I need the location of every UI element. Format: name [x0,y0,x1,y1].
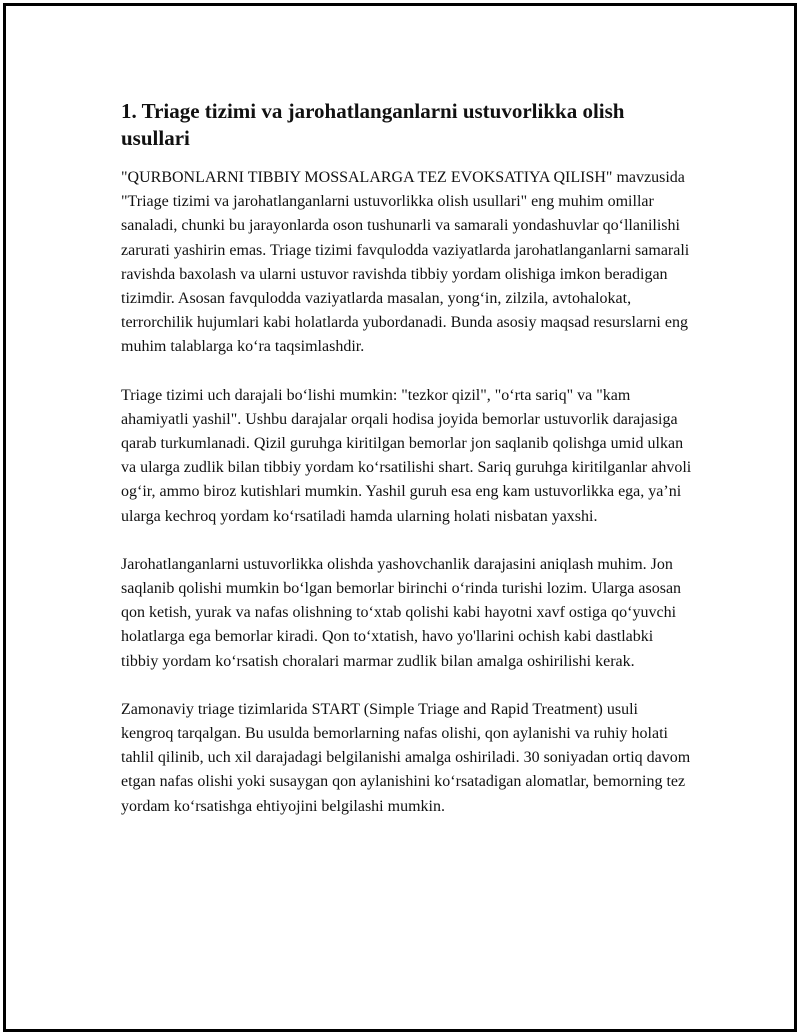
section-title: 1. Triage tizimi va jarohatlanganlarni ustuvorlikka olish usullari [121,99,625,150]
paragraph-4: Zamonaviy triage tizimlarida START (Simple Triage and Rapid Treatment) usuli kengroq tarqalgan. Bu usulda bemorlarning nafas olishi, qon aylanishi va ruhiy holati tahlil qilinib, uch xil darajadagi belgilanishi amalga oshiriladi. 30 soniyadan ortiq davom etgan nafas olishi yoki susaygan qon aylanishini koʻrsatadigan alomatlar, bemorning tez yordam koʻrsatishga ehtiyojini belgilashi mumkin. [121,700,691,815]
paragraph-3: Jarohatlanganlarni ustuvorlikka olishda yashovchanlik darajasini aniqlash muhim. Jon saqlanib qolishi mumkin boʻlgan bemorlar birinchi oʻrinda turishi lozim. Ularga asosan qon ketish, yurak va nafas olishning toʻxtab qolishi kabi hayotni xavf ostiga qoʻyuvchi holatlarga ega bemorlar kiradi. Qon toʻxtatish, havo yo'llarini ochish kabi dastlabki tibbiy yordam koʻrsatish choralari marmar zudlik bilan amalga oshirilishi kerak. [121,555,682,670]
document-body [121,98,693,843]
paragraph-1: "QURBONLARNI TIBBIY MOSSALARGA TEZ EVOKSATIYA QILISH" mavzusida "Triage tizimi va jarohatlanganlarni ustuvorlikka olish usullari" eng muhim omillar sanaladi, chunki bu jarayonlarda oson tushunarli va samarali yondashuvlar qoʻllanilishi zarurati yashirin emas. Triage tizimi favqulodda vaziyatlarda jarohatlanganlarni samarali ravishda baxolash va ularni ustuvor ravishda tibbiy yordam olishiga imkon beradigan tizimdir. Asosan favqulodda vaziyatlarda masalan, yongʻin, zilzila, avtohalokat, terrorchilik hujumlari kabi holatlarda yubordanadi. Bunda asosiy maqsad resurslarni eng muhim talablarga koʻra taqsimlashdir. [121,169,690,356]
paragraph-2: Triage tizimi uch darajali boʻlishi mumkin: "tezkor qizil", "oʻrta sariq" va "kam ahamiyatli yashil". Ushbu darajalar orqali hodisa joyida bemorlar ustuvorlik darajasiga qarab turkumlanadi. Qizil guruhga kiritilgan bemorlar jon saqlanib qolishga umid ulkan va ularga zudlik bilan tibbiy yordam koʻrsatilishi shart. Sariq guruhga kiritilganlar ahvoli ogʻir, ammo biroz kutishlari mumkin. Yashil guruh esa eng kam ustuvorlikka ega, ya’ni ularga kechroq yordam koʻrsatiladi hamda ularning holati nisbatan yaxshi. [121,386,692,525]
document-page [3,3,797,1032]
